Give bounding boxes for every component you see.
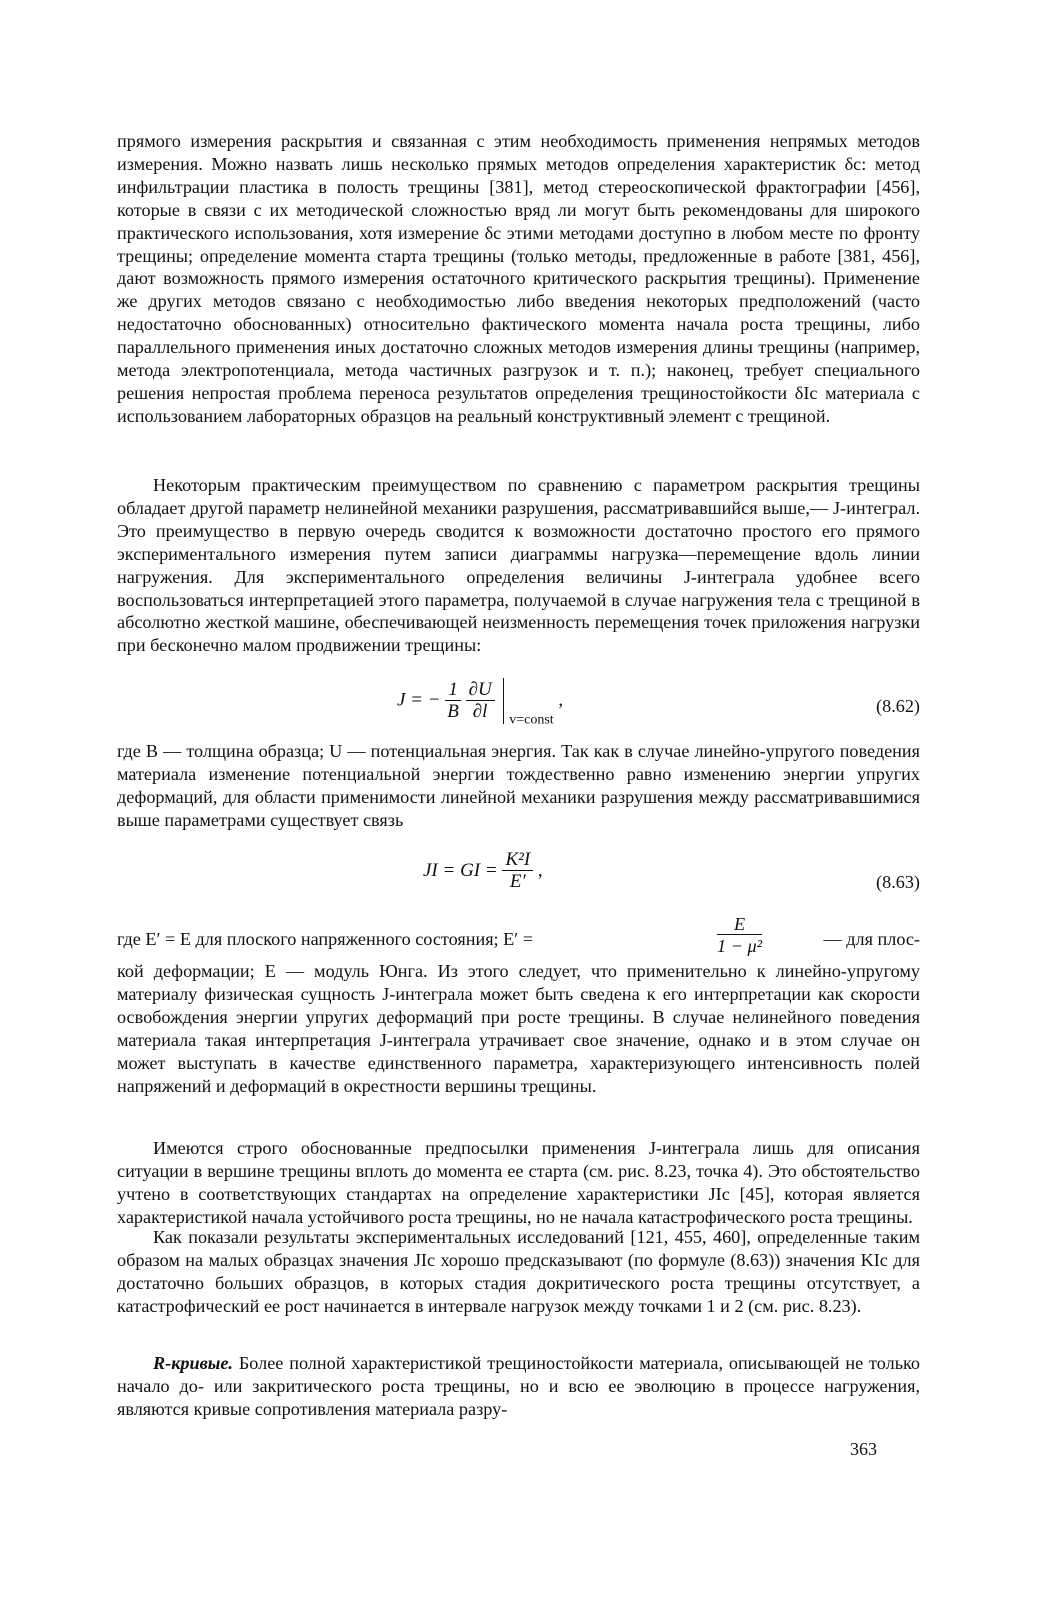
paragraph-7-body: Более полной характеристикой трещиностойкости материала, описывающей не только начало до- или закритического роста трещины, но и всю ее эволюцию в процессе нагружения, являются кривые сопротивления материала разру- — [117, 1353, 920, 1419]
paragraph-7 — [117, 1352, 920, 1421]
eq2-frac — [502, 850, 533, 893]
eq2-frac-den: E′ — [509, 871, 526, 892]
eq2-number: (8.63) — [876, 872, 920, 892]
paragraph-2-text: Некоторым практическим преимуществом по сравнению с параметром раскрытия трещины обладает другой параметр нелинейной механики разрушения, рассматривавшийся выше,— J-интеграл. Это преимущество в первую очередь сводится к возможности достаточно простого его прямого экспериментального измерения путем записи диаграммы нагрузка—перемещение вдоль линии нагружения. Для экспериментального определения величины J-интеграла удобнее всего воспользоваться интерпретацией этого параметра, получаемой в случае нагружения тела с трещиной в абсолютно жесткой машине, обеспечивающей неизменность перемещения точек приложения нагрузки при бесконечно малом продвижении трещины: — [117, 475, 920, 656]
eq1-tail: , — [558, 689, 564, 711]
eq1-frac2 — [466, 680, 495, 723]
eq1-frac1 — [445, 680, 461, 723]
paragraph-2 — [117, 474, 920, 657]
eq1-frac1-den: B — [447, 700, 459, 722]
eq2-tail: , — [537, 859, 543, 881]
paragraph-3-text: где B — толщина образца; U — потенциальная энергия. Так как в случае линейно-упругого поведения материала изменение потенциальной энергии тождественно равно изменению энергии упругих деформаций, для области применимости линейной механики разрушения между рассматривавшимися выше параметрами существует связь — [117, 741, 920, 830]
eq1-eval-bar — [503, 678, 504, 724]
paragraph-4-lead — [117, 914, 920, 958]
paragraph-4-frac-den: 1 − μ² — [717, 936, 763, 956]
paragraph-1-text: прямого измерения раскрытия и связанная с этим необходимость применения непрямых методов измерения. Можно назвать лишь несколько прямых методов определения характеристик δc: метод инфильтрации пластика в полость трещины [381], метод стереоскопической фрактографии [456], которые в связи с их методической сложностью вряд ли могут быть рекомендованы для широкого практического использования, хотя измерение δc этими методами доступно в любом месте по фронту трещины; определение момента старта трещины (только методы, предложенные в работе [381, 456], дают возможность прямого измерения остаточного критического раскрытия трещины). Применение же других методов связано с необходимостью либо введения некоторых предположений (часто недостаточно обоснованных) относительно фактического момента начала роста трещины, либо параллельного применения иных достаточно сложных методов измерения длины трещины (например, метода электропотенциала, метода частичных разгрузок и т. п.); наконец, требует специального решения непростая проблема переноса результатов определения трещиностойкости δIc материала с использованием лабораторных образцов на реальный конструктивный элемент с трещиной. — [117, 131, 920, 426]
paragraph-5 — [117, 1137, 920, 1229]
paragraph-7-heading: R-кривые. — [153, 1353, 233, 1373]
page-number: 363 — [850, 1439, 877, 1459]
paragraph-4-frac — [717, 914, 762, 957]
paragraph-6-text: Как показали результаты экспериментальных исследований [121, 455, 460], определенные таким образом на малых образцах значения JIc хорошо предсказывают (по формуле (8.63)) значения KIc для достаточно больших образцов, в которых стадия докритического роста трещины отсутствует, а катастрофический ее рост начинается в интервале нагрузок между точками 1 и 2 (см. рис. 8.23). — [117, 1227, 920, 1316]
paragraph-7-text — [117, 1352, 920, 1421]
paragraph-4-tail: — для плос- — [823, 929, 920, 949]
paragraph-3 — [117, 740, 920, 832]
eq2-frac-num: K²I — [502, 850, 533, 871]
equation-8-62 — [117, 678, 920, 734]
paragraph-4-text: кой деформации; E — модуль Юнга. Из этого следует, что применительно к линейно-упругому материалу физическая сущность J-интеграла может быть сведена к его интерпретации как скорости освобождения энергии упругих деформаций при росте трещины. В случае нелинейного поведения материала такая интерпретация J-интеграла утрачивает свое значение, однако и в этом случае он может выступать в качестве единственного параметра, характеризующего интенсивность полей напряжений и деформаций в окрестности вершины трещины. — [117, 961, 920, 1096]
paragraph-4 — [117, 960, 920, 1097]
eq1-number: (8.62) — [876, 696, 920, 716]
paragraph-4-lead-text: где E′ = E для плоского напряженного состояния; E′ = — [117, 929, 534, 949]
eq2-lhs: JI = GI = — [423, 859, 498, 881]
eq1-lhs: J = − — [397, 689, 441, 711]
paragraph-1 — [117, 130, 920, 428]
eq1-frac1-num: 1 — [445, 680, 461, 701]
eq1-frac2-den: ∂l — [472, 700, 488, 722]
equation-8-63 — [117, 850, 920, 906]
eq1-frac2-num: ∂U — [466, 680, 495, 701]
eq1-condition: v=const — [509, 712, 554, 728]
paragraph-4-frac-num: E — [717, 914, 762, 935]
paragraph-5-text: Имеются строго обоснованные предпосылки применения J-интеграла лишь для описания ситуации в вершине трещины вплоть до момента ее старта (см. рис. 8.23, точка 4). Это обстоятельство учтено в соответствующих стандартах на определение характеристики JIc [45], которая является характеристикой начала устойчивого роста трещины, но не начала катастрофического роста трещины. — [117, 1138, 920, 1227]
paragraph-6 — [117, 1226, 920, 1318]
